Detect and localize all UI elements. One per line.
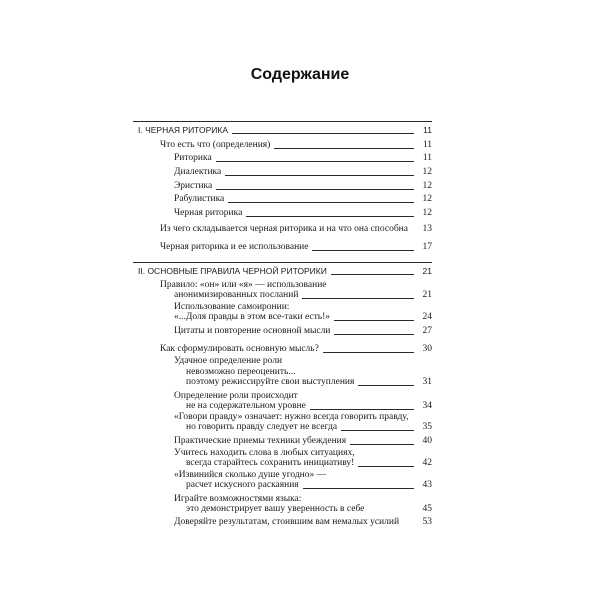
entry-label: Цитаты и повторение основной мысли [174, 326, 331, 336]
dot-leader [302, 298, 414, 299]
entry-line: «Говори правду» означает: нужно всегда говорить правду, [174, 412, 409, 422]
page-number: 21 [422, 266, 432, 276]
dot-leader [246, 216, 414, 217]
dot-leader [274, 148, 414, 149]
dot-leader [303, 488, 414, 489]
toc-entry-last-line[interactable] [186, 420, 432, 434]
entry-line: Учитесь находить слова в любых ситуациях, [174, 448, 355, 458]
page-number: 34 [422, 401, 432, 411]
toc-entry[interactable] [160, 240, 432, 254]
entry-line: Определение роли происходит [174, 391, 298, 401]
entry-line: «Извинийся сколько душе угодно» — [174, 470, 327, 480]
toc-entry[interactable] [174, 434, 432, 448]
entry-label: Черная риторика [174, 208, 243, 218]
entry-label: Практические приемы техники убеждения [174, 436, 347, 446]
entry-label: Доверяйте результатам, стоившим вам немалых усилий [174, 517, 400, 527]
toc-entry-last-line[interactable] [186, 502, 432, 516]
page-number: 12 [422, 208, 432, 218]
toc-entry-last-line[interactable] [186, 456, 432, 470]
toc-entry[interactable] [160, 138, 432, 152]
toc-entry-last-line[interactable] [186, 399, 432, 413]
toc-section-2[interactable] [138, 264, 432, 278]
entry-label: всегда старайтесь сохранить инициативу! [186, 458, 355, 468]
page-number: 40 [422, 436, 432, 446]
toc-entry[interactable] [160, 222, 432, 236]
section-rule-top [133, 121, 432, 122]
page-number: 12 [422, 194, 432, 204]
entry-line: Использование самоиронии: [174, 302, 290, 312]
dot-leader [323, 352, 414, 353]
page-number: 30 [422, 344, 432, 354]
toc-entry-last-line[interactable] [186, 478, 432, 492]
dot-leader [334, 320, 414, 321]
toc-entry[interactable] [160, 342, 432, 356]
entry-label: Из чего складывается черная риторика и на что она способна [160, 224, 408, 234]
entry-line: невозможно переоценить... [186, 367, 296, 377]
entry-line: Удачное определение роли [174, 356, 283, 366]
page-number: 35 [422, 422, 432, 432]
entry-label: Эристика [174, 181, 213, 191]
entry-label: это демонстрирует вашу уверенность в себе [186, 504, 365, 514]
entry-label: Что есть что (определения) [160, 140, 271, 150]
toc-entry-last-line[interactable] [174, 288, 432, 302]
toc-entry-last-line[interactable] [174, 310, 432, 324]
toc-entry[interactable] [174, 179, 432, 193]
dot-leader [341, 430, 414, 431]
dot-leader [232, 133, 414, 134]
entry-line: Играйте возможностями языка: [174, 494, 302, 504]
toc-entry[interactable] [174, 324, 432, 338]
page-number: 27 [422, 326, 432, 336]
entry-label: не на содержательном уровне [186, 401, 306, 411]
dot-leader [310, 409, 414, 410]
page-number: 53 [422, 517, 432, 527]
page-number: 45 [422, 504, 432, 514]
page-number: 17 [422, 242, 432, 252]
dot-leader [225, 175, 414, 176]
toc-entry[interactable] [174, 165, 432, 179]
entry-label: «...Доля правды в этом все-таки есть!» [174, 312, 331, 322]
toc-entry[interactable] [174, 515, 432, 529]
section-rule-top [133, 262, 432, 263]
toc-section-1[interactable] [138, 123, 432, 137]
entry-label: Как сформулировать основную мысль? [160, 344, 319, 354]
page-number: 42 [422, 458, 432, 468]
dot-leader [216, 189, 414, 190]
page-title: Содержание [250, 66, 350, 83]
page-number: 11 [423, 125, 432, 135]
entry-label: поэтому режиссируйте свои выступления [186, 377, 355, 387]
entry-label: Риторика [174, 153, 212, 163]
page-number: 21 [422, 290, 432, 300]
dot-leader [228, 202, 414, 203]
page-number: 11 [422, 153, 432, 163]
page-number: 12 [422, 167, 432, 177]
page-number: 12 [422, 181, 432, 191]
page-number: 13 [422, 224, 432, 234]
section-label: I. ЧЕРНАЯ РИТОРИКА [138, 125, 228, 135]
entry-label: анонимизированных посланий [174, 290, 299, 300]
page-number: 11 [422, 140, 432, 150]
dot-leader [331, 274, 414, 275]
entry-line: Правило: «он» или «я» — использование [160, 280, 327, 290]
entry-label: расчет искусного раскаяния [186, 480, 299, 490]
toc-entry-last-line[interactable] [186, 375, 432, 389]
dot-leader [216, 161, 414, 162]
section-label: II. ОСНОВНЫЕ ПРАВИЛА ЧЕРНОЙ РИТОРИКИ [138, 266, 327, 276]
entry-label: Рабулистика [174, 194, 225, 204]
entry-label: Диалектика [174, 167, 222, 177]
entry-label: но говорить правду следует не всегда [186, 422, 338, 432]
toc-entry[interactable] [174, 206, 432, 220]
page-number: 31 [422, 377, 432, 387]
entry-label: Черная риторика и ее использование [160, 242, 309, 252]
page-number: 24 [422, 312, 432, 322]
toc-entry[interactable] [174, 192, 432, 206]
dot-leader [334, 334, 414, 335]
dot-leader [358, 385, 414, 386]
page-number: 43 [422, 480, 432, 490]
toc-entry[interactable] [174, 151, 432, 165]
dot-leader [358, 466, 414, 467]
dot-leader [350, 444, 414, 445]
dot-leader [312, 250, 414, 251]
